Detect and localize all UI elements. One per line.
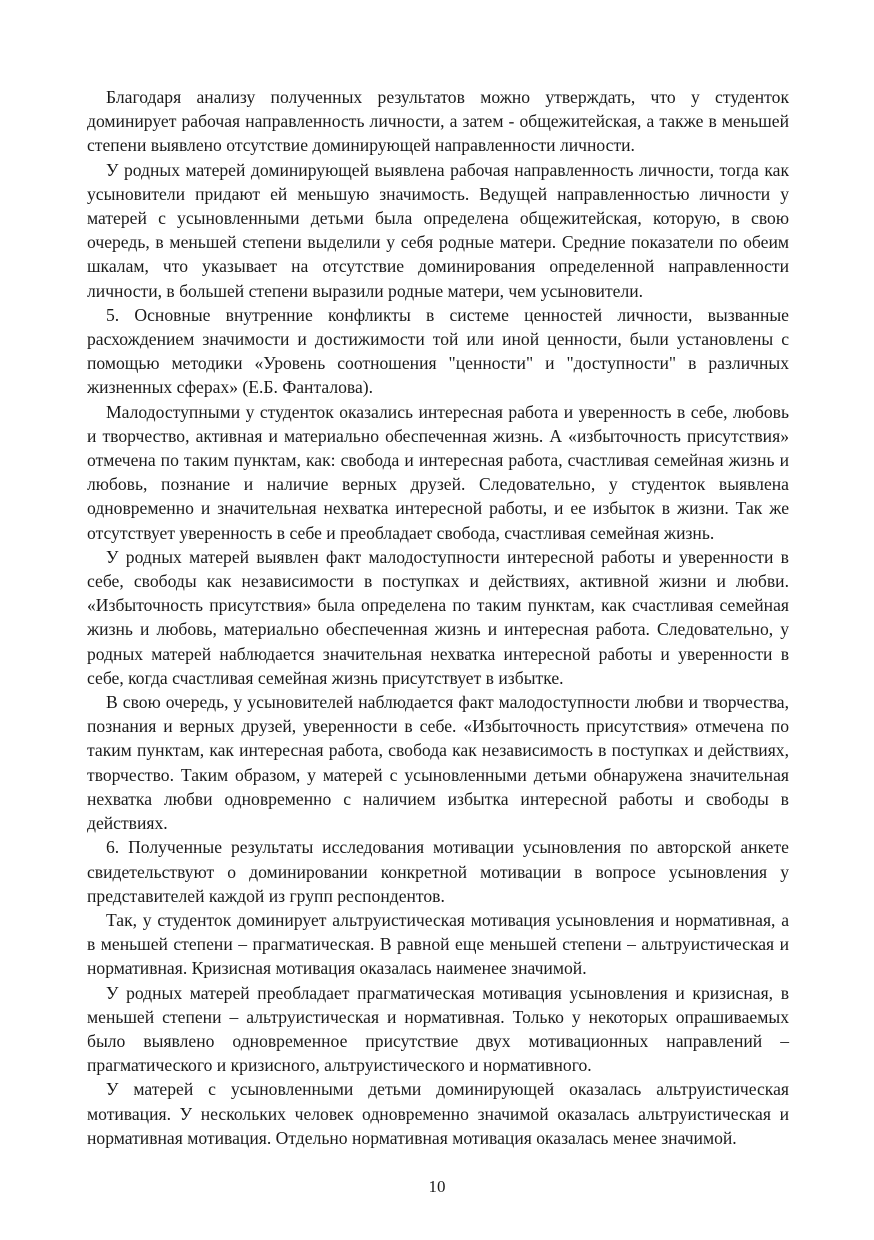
paragraph: У родных матерей доминирующей выявлена рабочая направленность личности, тогда как усыновители придают ей меньшую значимость. Ведущей направленностью личности у матерей с усыновленными детьми была определена общежитейская, которую, в свою очередь, в меньшей степени выделили у себя родные матери. Средние показатели по обеим шкалам, что указывает на отсутствие доминирования определенной направленности личности, в большей степени выразили родные матери, чем усыновители.: [87, 159, 789, 301]
paragraph: У родных матерей преобладает прагматическая мотивация усыновления и кризисная, в меньшей степени – альтруистическая и нормативная. Только у некоторых опрашиваемых было выявлено одновременное присутствие двух мотивационных направлений – прагматического и кризисного, альтруистического и нормативного.: [87, 982, 789, 1076]
paragraph: Благодаря анализу полученных результатов можно утверждать, что у студенток доминирует рабочая направленность личности, а затем - общежитейская, а также в меньшей степени выявлено отсутствие доминирующей направленности личности.: [87, 87, 789, 156]
paragraph: Так, у студенток доминирует альтруистическая мотивация усыновления и нормативная, а в меньшей степени – прагматическая. В равной еще меньшей степени – альтруистическая и нормативная. Кризисная мотивация оказалась наименее значимой.: [87, 909, 789, 979]
paragraph: У матерей с усыновленными детьми доминирующей оказалась альтруистическая мотивация. У нескольких человек одновременно значимой оказалась альтруистическая и нормативная мотивация. Отдельно нормативная мотивация оказалась менее значимой.: [87, 1079, 789, 1148]
paragraph: У родных матерей выявлен факт малодоступности интересной работы и уверенности в себе, свободы как независимости в поступках и действиях, активной жизни и любви. «Избыточность присутствия» была определена по таким пунктам, как счастливая семейная жизнь и любовь, материально обеспеченная жизнь и интересная работа. Следовательно, у родных матерей наблюдается значительная нехватка интересной работы и уверенности в себе, когда счастливая семейная жизнь присутствует в избытке.: [87, 546, 789, 688]
paragraph: В свою очередь, у усыновителей наблюдается факт малодоступности любви и творчества, познания и верных друзей, уверенности в себе. «Избыточность присутствия» отмечена по таким пунктам, как интересная работа, свобода как независимость в поступках и действиях, творчество. Таким образом, у матерей с усыновленными детьми обнаружена значительная нехватка любви одновременно с наличием избытка интересной работы и свободы в действиях.: [87, 692, 789, 834]
paragraph: Малодоступными у студенток оказались интересная работа и уверенность в себе, любовь и творчество, активная и материально обеспеченная жизнь. А «избыточность присутствия» отмечена по таким пунктам, как: свобода и интересная работа, счастливая семейная жизнь и любовь, познание и наличие верных друзей. Следовательно, у студенток выявлена одновременно и значительная нехватка интересной работы, и ее избыток в жизни. Так же отсутствует уверенность в себе и преобладает свобода, счастливая семейная жизнь.: [87, 401, 789, 543]
page-number: 10: [428, 1177, 446, 1196]
paragraph: 5. Основные внутренние конфликты в системе ценностей личности, вызванные расхождением значимости и достижимости той или иной ценности, были установлены с помощью методики «Уровень соотношения "ценности" и "доступности" в различных жизненных сферах» (Е.Б. Фанталова).: [87, 304, 789, 398]
paragraph: 6. Полученные результаты исследования мотивации усыновления по авторской анкете свидетельствуют о доминировании конкретной мотивации в вопросе усыновления у представителей каждой из групп респондентов.: [87, 837, 789, 906]
body-text: [87, 85, 789, 1150]
